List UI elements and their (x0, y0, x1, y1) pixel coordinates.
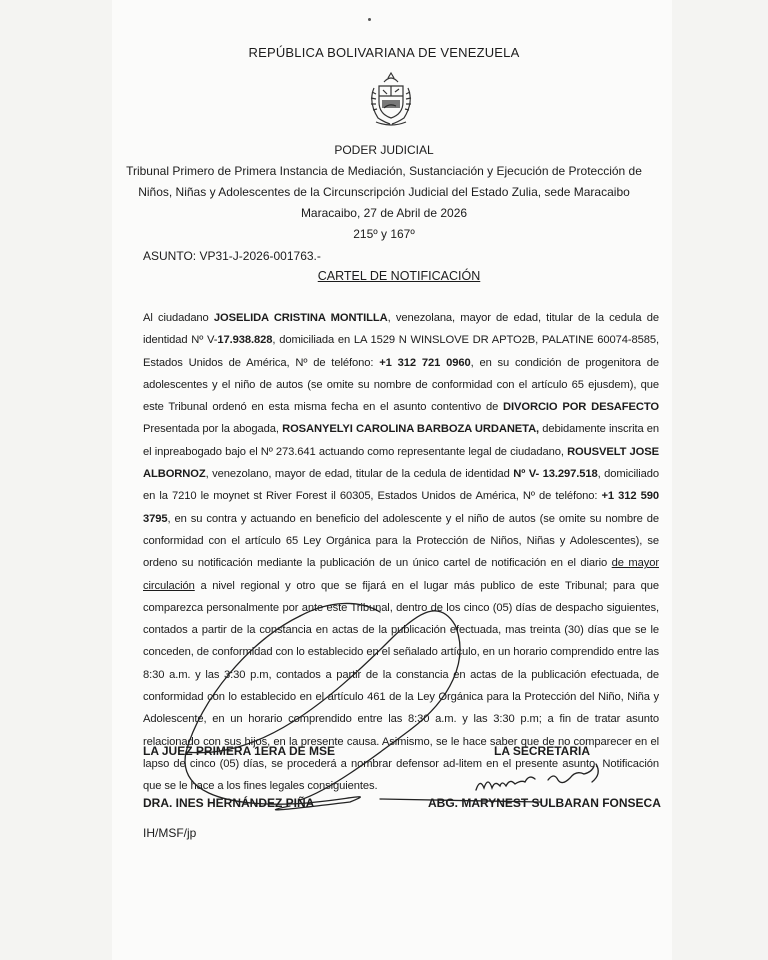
secretary-title: LA SECRETARIA (494, 744, 590, 758)
years-line: 215º y 167º (353, 227, 415, 241)
body-text: , en su condición de progenitora de adolescentes y el niño de autos (se omite su nombre de conformidad con el artículo 65 ejusdem), que este Tribunal ordenó en esta misma fecha en el asunto contentivo de (143, 356, 659, 414)
body-text: , domiciliada en LA 1529 N WINSLOVE DR APTO2B, PALATINE 60074-8585, Estados Unidos de América, Nº de teléfono: (143, 334, 659, 369)
notice-body (143, 307, 659, 798)
document-title: CARTEL DE NOTIFICACIÓN (317, 269, 481, 283)
coat-of-arms-seal (362, 70, 420, 130)
body-bold: +1 312 721 0960 (379, 356, 471, 369)
body-bold: JOSELIDA CRISTINA MONTILLA (213, 312, 388, 324)
body-bold: ROSANYELYI CAROLINA BARBOZA URDANETA, (282, 423, 540, 436)
case-number: ASUNTO: VP31-J-2026-001763.- (143, 249, 321, 263)
body-text: , venezolana, mayor de edad, titular de la cedula de identidad Nº V- (143, 312, 659, 347)
body-text: , venezolano, mayor de edad, titular de la cedula de identidad (205, 468, 514, 481)
body-text: Al ciudadano (143, 312, 214, 324)
secretary-name: ABG. MARYNEST SULBARAN FONSECA (428, 796, 661, 810)
body-bold: Nº V- 13.297.518 (513, 468, 598, 481)
body-text: , en su contra y actuando en beneficio del adolescente y el niño de autos (se omite su nombre de conformidad con el artículo 65 Ley Orgánica para la Protección de Niños, Niñas y Adolescentes), se ordeno su notificación mediante la publicación de un único cartel de notificación en el diario (143, 512, 659, 570)
body-text: , domiciliado en la 7210 le moynet st River Forest il 60305, Estados Unidos de América, Nº de teléfono: (143, 468, 660, 503)
body-bold: +1 312 590 3795 (143, 490, 659, 525)
tribunal-line-1: Tribunal Primero de Primera Instancia de Mediación, Sustanciación y Ejecución de Protección de (126, 164, 642, 178)
speck (368, 18, 371, 21)
body-underlined: de mayor circulación (143, 557, 659, 592)
republic-heading: REPÚBLICA BOLIVARIANA DE VENEZUELA (248, 45, 520, 60)
tribunal-line-2: Niños, Niñas y Adolescentes de la Circunscripción Judicial del Estado Zulia, sede Maracaibo (138, 185, 630, 199)
body-text: debidamente inscrita en el inpreabogado bajo el Nº 273.641 actuando como representante legal de ciudadano, (143, 423, 659, 458)
initials: IH/MSF/jp (143, 826, 197, 840)
body-text: Presentada por la abogada, (143, 423, 283, 436)
body-bold: DIVORCIO POR DESAFECTO (503, 401, 659, 414)
judge-title: LA JUEZ PRIMERA 1ERA DE MSE (143, 744, 336, 758)
body-bold: ROUSVELT JOSE ALBORNOZ (143, 445, 659, 481)
branch-heading: PODER JUDICIAL (334, 143, 434, 157)
judge-name: DRA. INES HERNÁNDEZ PIÑA (143, 796, 315, 810)
tribunal-heading (0, 161, 768, 245)
body-text: a nivel regional y otro que se fijará en el lugar más publico de este Tribunal; para que comparezca personalmente por ante este Tribunal, dentro de los cinco (05) días de despacho siguientes, contados a partir de la constancia en actas de la publicación efectuada, mas treinta (30) días que se le conceden, de conformidad con lo establecido en el señalado artículo, en un horario comprendido entre las 8:30 a.m. y las 3:30 p.m, contados a partir de la constancia en actas de la publicación efectuada, de conformidad con lo establecido en el artículo 461 de la Ley Orgánica para la Protección del Niño, Niña y Adolescente, en un horario comprendido entre las 8:30 a.m. y las 3:30 p.m; a fin de tratar asunto relacionado con sus hijos, en la presente causa. Asimismo, se le hace saber que de no comparecer en el lapso de cinco (05) días, se procederá a nombrar defensor ad-litem en el presente asunto. Notificación que se le hace a los fines legales consiguientes. (143, 579, 659, 793)
body-bold: 17.938.828 (217, 334, 273, 347)
date-line: Maracaibo, 27 de Abril de 2026 (300, 206, 468, 220)
